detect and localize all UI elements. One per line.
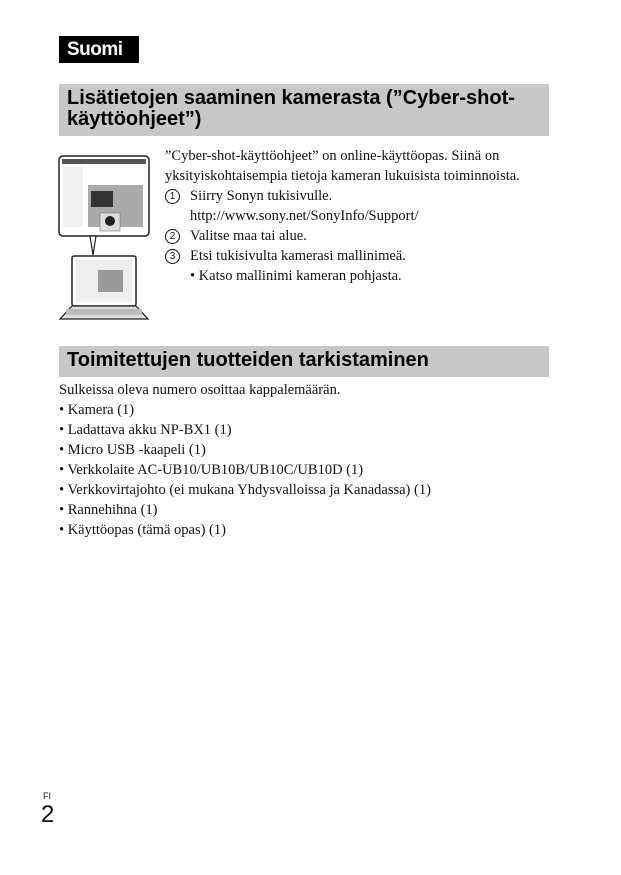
step-1 — [165, 186, 520, 206]
intro-line: ”Cyber-shot-käyttöohjeet” on online-käyttöopas. Siinä on — [165, 148, 500, 164]
step-text: Siirry Sonyn tukisivulle. — [190, 188, 333, 204]
list-item: • Kamera (1) — [59, 402, 135, 418]
step-number: 2 — [165, 229, 180, 244]
list-item: • Verkkolaite AC-UB10/UB10B/UB10C/UB10D (1) — [59, 462, 364, 478]
language-tab: Suomi — [59, 36, 139, 63]
step-text: Valitse maa tai alue. — [190, 228, 307, 244]
language-code: FI — [43, 791, 51, 801]
list-item: • Micro USB -kaapeli (1) — [59, 442, 206, 458]
list-item: • Rannehihna (1) — [59, 502, 158, 518]
step-note: • Katso mallinimi kameran pohjasta. — [190, 268, 402, 284]
step-text: Etsi tukisivulta kamerasi mallinimeä. — [190, 248, 406, 264]
step-number: 3 — [165, 249, 180, 264]
step-number: 1 — [165, 189, 180, 204]
list-item: • Ladattava akku NP-BX1 (1) — [59, 422, 232, 438]
section-heading-more-info: Lisätietojen saaminen kamerasta (”Cyber-shot-käyttöohjeet”) — [59, 84, 549, 136]
list-item: • Käyttöopas (tämä opas) (1) — [59, 522, 226, 538]
intro-line: yksityiskohtaisempia tietoja kameran lukuisista toiminnoista. — [165, 168, 520, 184]
step-2 — [165, 226, 520, 246]
more-info-text — [165, 146, 520, 286]
page-number: 2 — [41, 801, 55, 828]
items-intro: Sulkeissa oleva numero osoittaa kappalemäärän. — [59, 382, 341, 398]
step-3 — [165, 246, 520, 266]
list-item: • Verkkovirtajohto (ei mukana Yhdysvalloissa ja Kanadassa) (1) — [59, 482, 431, 498]
section-heading-check-items: Toimitettujen tuotteiden tarkistaminen — [59, 346, 549, 377]
laptop-illustration — [58, 155, 152, 323]
support-url-link[interactable]: http://www.sony.net/SonyInfo/Support/ — [190, 208, 419, 224]
supplied-items — [59, 380, 431, 540]
